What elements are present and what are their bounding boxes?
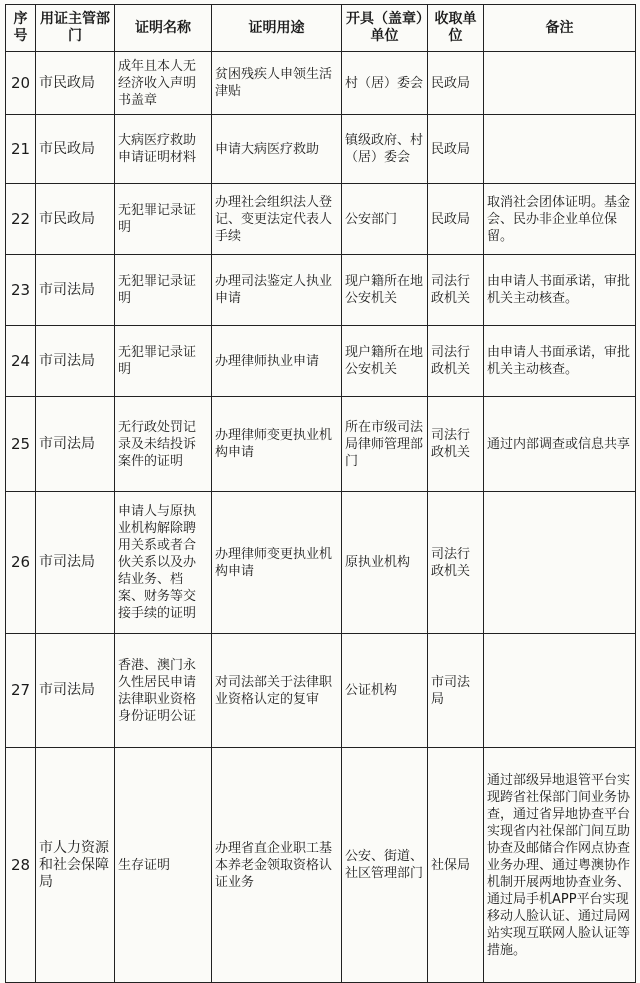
cell-dept: 市司法局 xyxy=(36,397,115,492)
cell-note: 由申请人书面承诺，审批机关主动核查。 xyxy=(484,326,636,397)
cell-receiver: 民政局 xyxy=(428,115,484,184)
cell-note: 通过部级异地退管平台实现跨省社保部门间业务协查，通过省异地协查平台实现省内社保部门间互助协查及邮储合作网点协查业务办理、通过粤澳协作机制开展两地协查业务、通过局手机APP平台实现移动人脸认证、通过局网站实现互联网人脸认证等措施。 xyxy=(484,748,636,983)
cell-dept: 市人力资源和社会保障局 xyxy=(36,748,115,983)
cell-dept: 市民政局 xyxy=(36,115,115,184)
table-row xyxy=(6,52,636,115)
cell-dept: 市司法局 xyxy=(36,255,115,326)
cell-no: 24 xyxy=(6,326,36,397)
cell-name: 成年且本人无经济收入声明书盖章 xyxy=(115,52,212,115)
cell-name: 申请人与原执业机构解除聘用关系或者合伙关系以及办结业务、档案、财务等交接手续的证明 xyxy=(115,492,212,634)
cell-no: 22 xyxy=(6,184,36,255)
cell-use: 办理社会组织法人登记、变更法定代表人手续 xyxy=(212,184,342,255)
cell-issuer: 现户籍所在地公安机关 xyxy=(342,326,428,397)
cell-use: 贫困残疾人申领生活津贴 xyxy=(212,52,342,115)
cell-dept: 市司法局 xyxy=(36,634,115,748)
cell-no: 26 xyxy=(6,492,36,634)
cell-use: 办理律师变更执业机构申请 xyxy=(212,397,342,492)
table-header-row xyxy=(6,5,636,52)
cell-use: 申请大病医疗救助 xyxy=(212,115,342,184)
cell-receiver: 民政局 xyxy=(428,52,484,115)
cell-name: 香港、澳门永久性居民申请法律职业资格身份证明公证 xyxy=(115,634,212,748)
cell-note xyxy=(484,492,636,634)
cell-use: 对司法部关于法律职业资格认定的复审 xyxy=(212,634,342,748)
cell-note xyxy=(484,115,636,184)
cell-receiver: 市司法局 xyxy=(428,634,484,748)
cell-receiver: 司法行政机关 xyxy=(428,492,484,634)
header-no: 序号 xyxy=(6,5,36,52)
cell-name: 大病医疗救助申请证明材料 xyxy=(115,115,212,184)
cell-issuer: 现户籍所在地公安机关 xyxy=(342,255,428,326)
cell-issuer: 公安、街道、社区管理部门 xyxy=(342,748,428,983)
cell-receiver: 社保局 xyxy=(428,748,484,983)
cell-dept: 市司法局 xyxy=(36,326,115,397)
cell-note xyxy=(484,634,636,748)
cell-issuer: 公证机构 xyxy=(342,634,428,748)
cell-dept: 市司法局 xyxy=(36,492,115,634)
cell-no: 20 xyxy=(6,52,36,115)
table-row xyxy=(6,492,636,634)
cell-dept: 市民政局 xyxy=(36,184,115,255)
cell-note: 取消社会团体证明。基金会、民办非企业单位保留。 xyxy=(484,184,636,255)
cell-issuer: 公安部门 xyxy=(342,184,428,255)
cell-note: 由申请人书面承诺，审批机关主动核查。 xyxy=(484,255,636,326)
cell-use: 办理司法鉴定人执业申请 xyxy=(212,255,342,326)
table-row xyxy=(6,115,636,184)
table-row xyxy=(6,634,636,748)
cell-issuer: 所在市级司法局律师管理部门 xyxy=(342,397,428,492)
header-dept: 用证主管部门 xyxy=(36,5,115,52)
table-row xyxy=(6,748,636,983)
cell-dept: 市民政局 xyxy=(36,52,115,115)
cell-issuer: 镇级政府、村（居）委会 xyxy=(342,115,428,184)
table-row xyxy=(6,184,636,255)
cell-receiver: 司法行政机关 xyxy=(428,326,484,397)
cell-no: 28 xyxy=(6,748,36,983)
cell-receiver: 司法行政机关 xyxy=(428,397,484,492)
table-row xyxy=(6,255,636,326)
cell-name: 无犯罪记录证明 xyxy=(115,255,212,326)
table-row xyxy=(6,397,636,492)
cell-use: 办理律师变更执业机构申请 xyxy=(212,492,342,634)
cell-name: 生存证明 xyxy=(115,748,212,983)
cell-use: 办理律师执业申请 xyxy=(212,326,342,397)
cell-no: 23 xyxy=(6,255,36,326)
header-receiver: 收取单位 xyxy=(428,5,484,52)
header-issuer: 开具（盖章）单位 xyxy=(342,5,428,52)
cell-issuer: 村（居）委会 xyxy=(342,52,428,115)
cell-receiver: 民政局 xyxy=(428,184,484,255)
cell-name: 无犯罪记录证明 xyxy=(115,184,212,255)
cell-name: 无行政处罚记录及未结投诉案件的证明 xyxy=(115,397,212,492)
table-row xyxy=(6,326,636,397)
header-use: 证明用途 xyxy=(212,5,342,52)
certificate-table xyxy=(5,4,636,983)
cell-name: 无犯罪记录证明 xyxy=(115,326,212,397)
cell-no: 21 xyxy=(6,115,36,184)
header-name: 证明名称 xyxy=(115,5,212,52)
cell-note: 通过内部调查或信息共享 xyxy=(484,397,636,492)
cell-no: 27 xyxy=(6,634,36,748)
cell-receiver: 司法行政机关 xyxy=(428,255,484,326)
cell-no: 25 xyxy=(6,397,36,492)
header-note: 备注 xyxy=(484,5,636,52)
cell-issuer: 原执业机构 xyxy=(342,492,428,634)
cell-note xyxy=(484,52,636,115)
cell-use: 办理省直企业职工基本养老金领取资格认证业务 xyxy=(212,748,342,983)
